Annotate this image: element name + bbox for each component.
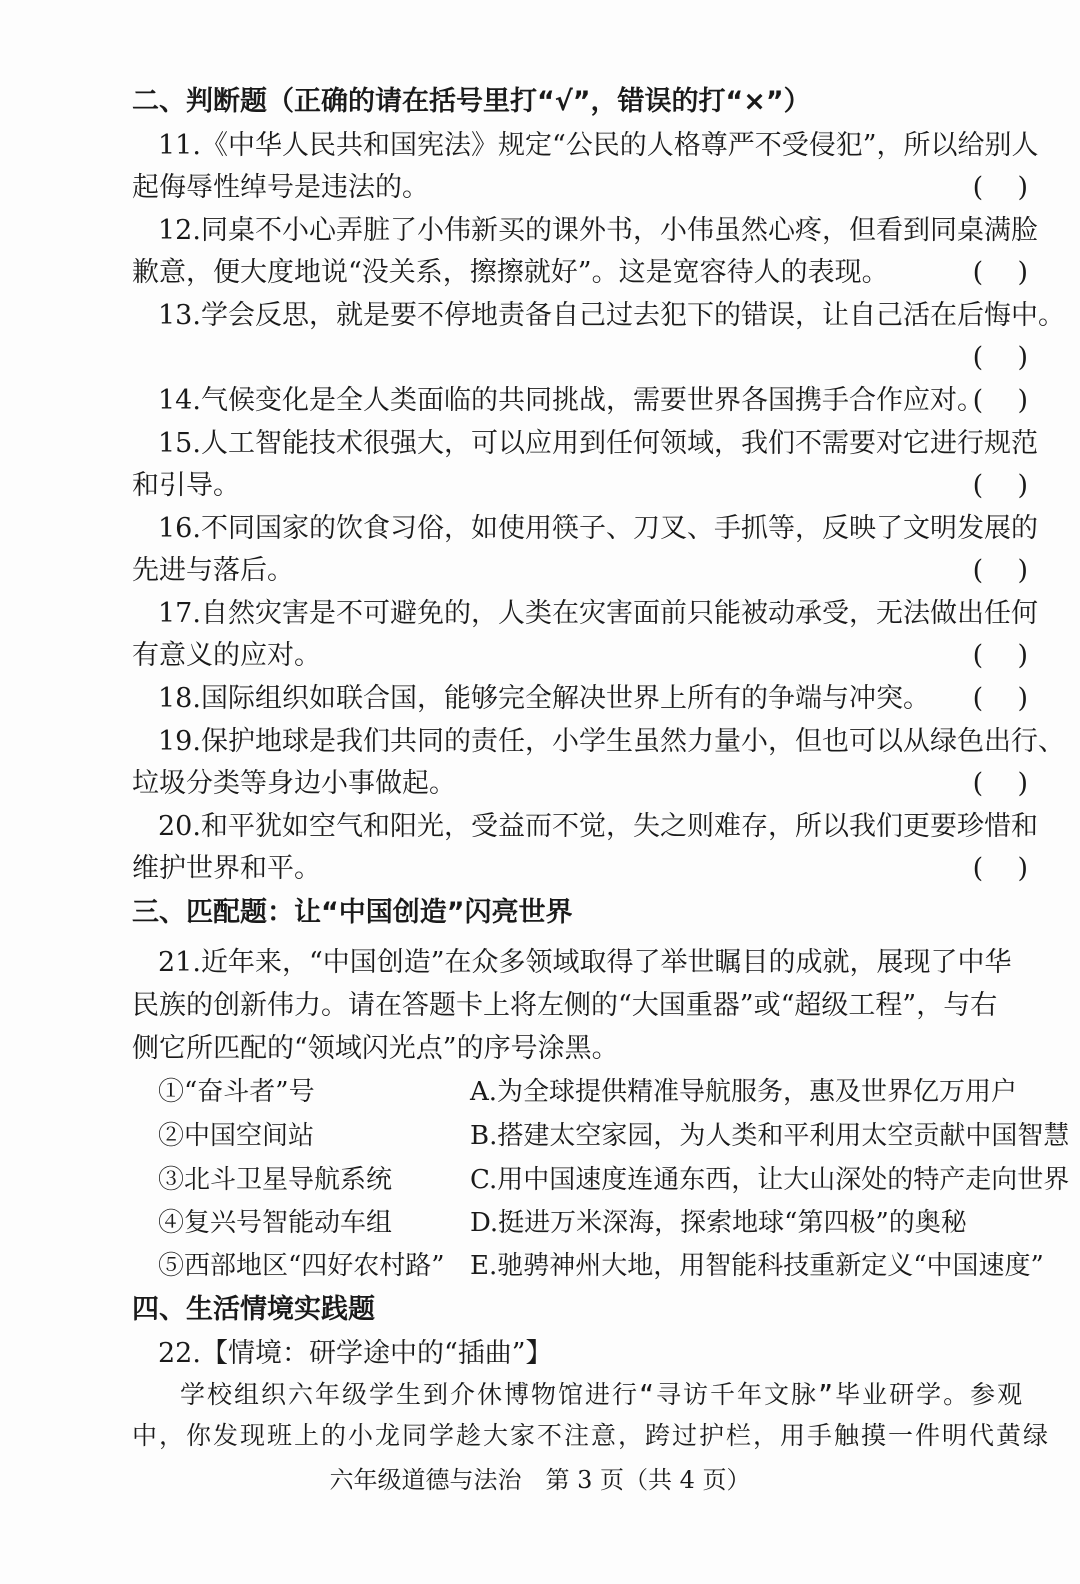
q20-line1: 20.和平犹如空气和阳光，受益而不觉，失之则难存，所以我们更要珍惜和 [158, 811, 1038, 842]
match-right-item: C.用中国速度连通东西，让大山深处的特产走向世界 [470, 1165, 1070, 1195]
q16-line2: 先进与落后。 [132, 555, 294, 586]
q19-line2: 垃圾分类等身边小事做起。 [132, 768, 456, 799]
match-right-item: B.搭建太空家园，为人类和平利用太空贡献中国智慧 [470, 1121, 1070, 1151]
match-left-item: ③北斗卫星导航系统 [158, 1165, 393, 1195]
match-right-item: A.为全球提供精准导航服务，惠及世界亿万用户 [470, 1077, 1018, 1107]
q16-line1: 16.不同国家的饮食习俗，如使用筷子、刀叉、手抓等，反映了文明发展的 [158, 513, 1038, 544]
q16-answer-paren: ( ) [972, 555, 1028, 586]
q18-answer-paren: ( ) [972, 683, 1028, 714]
q12-line2: 歉意，便大度地说“没关系，擦擦就好”。这是宽容待人的表现。 [132, 257, 889, 288]
q17-line2: 有意义的应对。 [132, 640, 321, 671]
section2-heading: 二、判断题（正确的请在括号里打“√”，错误的打“×”） [132, 86, 811, 117]
match-left-item: ④复兴号智能动车组 [158, 1208, 393, 1238]
q15-line2: 和引导。 [132, 470, 240, 501]
q21-line2: 民族的创新伟力。请在答题卡上将左侧的“大国重器”或“超级工程”，与右 [132, 990, 998, 1021]
q20-line2: 维护世界和平。 [132, 853, 321, 884]
page-footer: 六年级道德与法治 第 3 页（共 4 页） [329, 1466, 751, 1494]
q17-answer-paren: ( ) [972, 640, 1028, 671]
match-left-item: ②中国空间站 [158, 1121, 315, 1151]
q12-answer-paren: ( ) [972, 257, 1028, 288]
q18-line1: 18.国际组织如联合国，能够完全解决世界上所有的争端与冲突。 [158, 683, 930, 714]
q15-line1: 15.人工智能技术很强大，可以应用到任何领域，我们不需要对它进行规范 [158, 428, 1038, 459]
q13-answer-paren: ( ) [972, 342, 1028, 373]
q14-answer-paren: ( ) [972, 385, 1028, 416]
q21-line1: 21.近年来，“中国创造”在众多领域取得了举世瞩目的成就，展现了中华 [158, 947, 1012, 978]
q11-line2: 起侮辱性绰号是违法的。 [132, 172, 429, 203]
section3-heading: 三、匹配题：让“中国创造”闪亮世界 [132, 897, 573, 928]
match-left-item: ①“奋斗者”号 [158, 1077, 315, 1107]
q13-line1: 13.学会反思，就是要不停地责备自己过去犯下的错误，让自己活在后悔中。 [158, 300, 1065, 331]
q19-line1: 19.保护地球是我们共同的责任，小学生虽然力量小，但也可以从绿色出行、 [158, 726, 1065, 757]
q22-line2: 中，你发现班上的小龙同学趁大家不注意，跨过护栏，用手触摸一件明代黄绿 [132, 1421, 1051, 1450]
q15-answer-paren: ( ) [972, 470, 1028, 501]
q11-line1: 11.《中华人民共和国宪法》规定“公民的人格尊严不受侵犯”，所以给别人 [158, 130, 1039, 161]
q21-line3: 侧它所匹配的“领域闪光点”的序号涂黑。 [132, 1033, 619, 1064]
q19-answer-paren: ( ) [972, 768, 1028, 799]
q12-line1: 12.同桌不小心弄脏了小伟新买的课外书，小伟虽然心疼，但看到同桌满脸 [158, 215, 1038, 246]
q20-answer-paren: ( ) [972, 853, 1028, 884]
q17-line1: 17.自然灾害是不可避免的，人类在灾害面前只能被动承受，无法做出任何 [158, 598, 1038, 629]
section4-heading: 四、生活情境实践题 [132, 1294, 375, 1325]
match-right-item: D.挺进万米深海，探索地球“第四极”的奥秘 [470, 1208, 967, 1238]
q14-line1: 14.气候变化是全人类面临的共同挑战，需要世界各国携手合作应对。 [158, 385, 984, 416]
match-left-item: ⑤西部地区“四好农村路” [158, 1251, 445, 1281]
q22-title: 22.【情境：研学途中的“插曲”】 [158, 1338, 553, 1369]
q11-answer-paren: ( ) [972, 172, 1028, 203]
q22-line1: 学校组织六年级学生到介休博物馆进行“寻访千年文脉”毕业研学。参观 [180, 1380, 1025, 1409]
match-right-item: E.驰骋神州大地，用智能科技重新定义“中国速度” [470, 1251, 1044, 1281]
